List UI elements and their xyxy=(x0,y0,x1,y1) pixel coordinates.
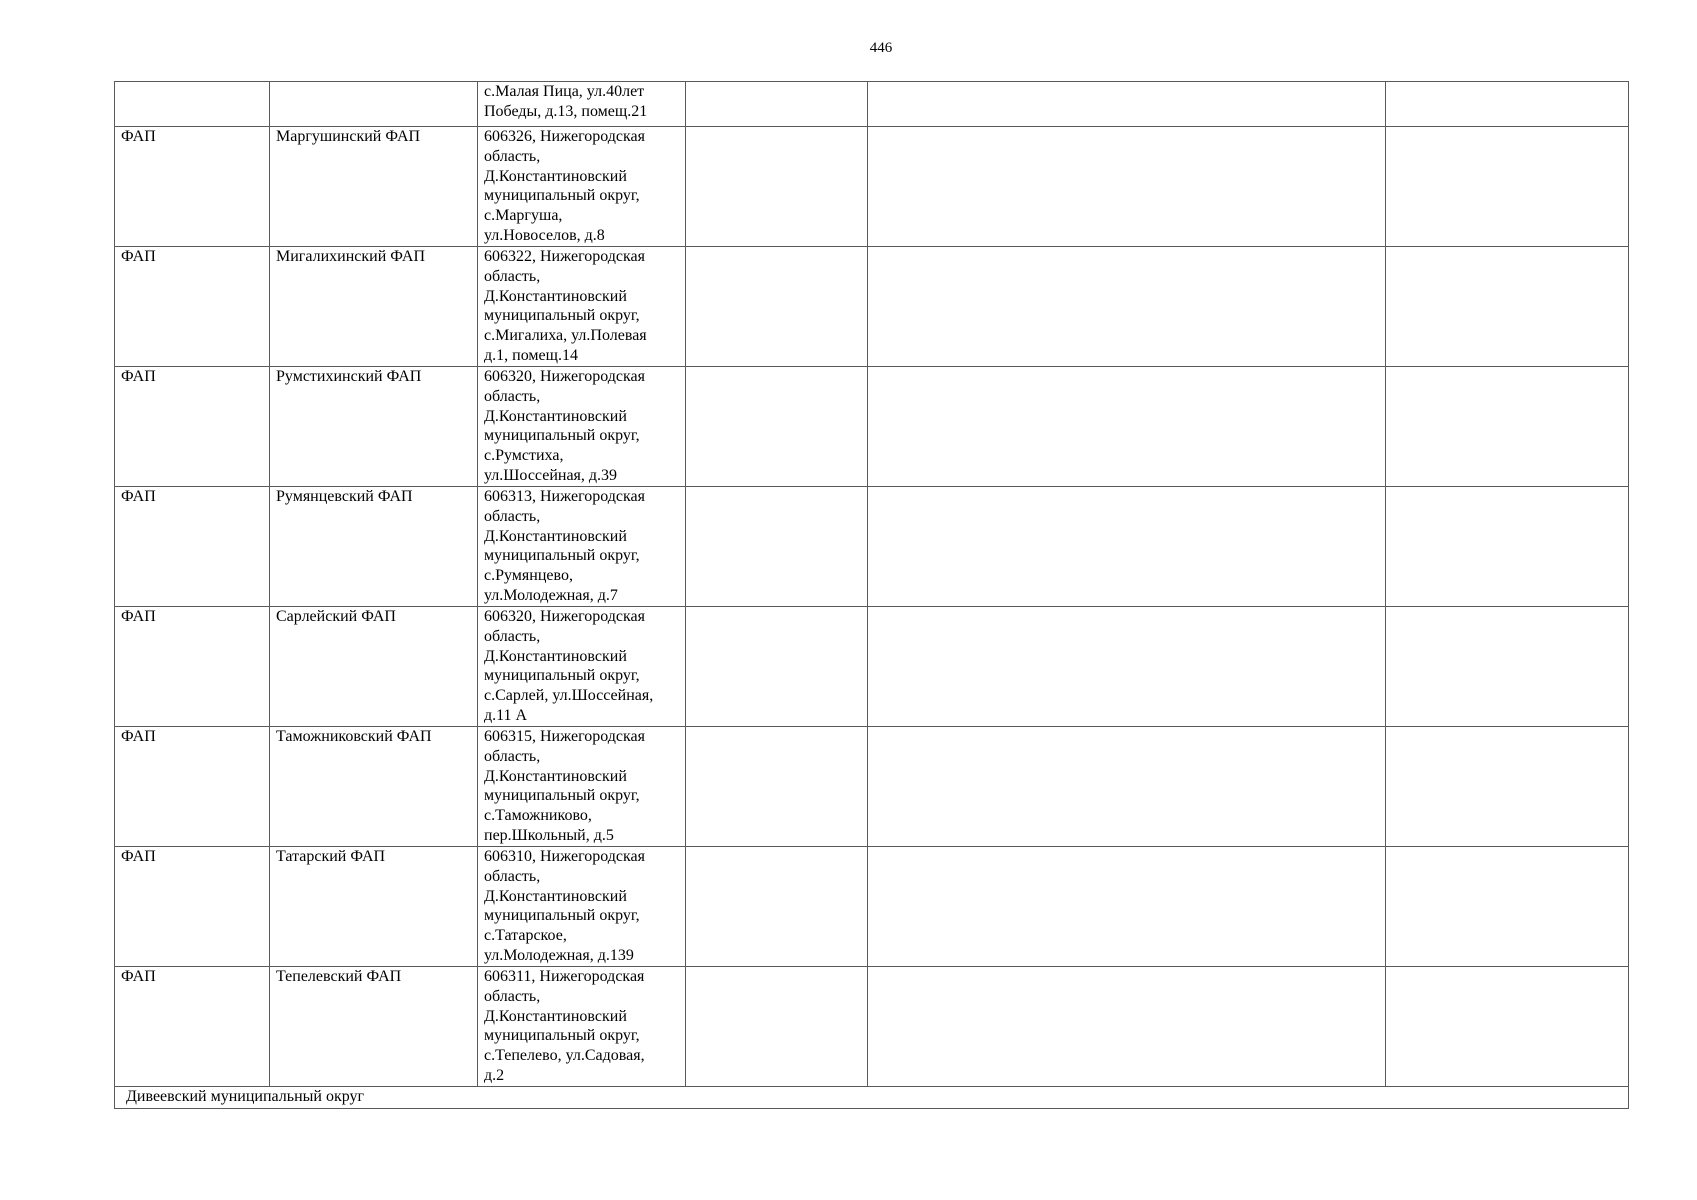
cell-name: Таможниковский ФАП xyxy=(270,727,478,847)
cell-empty xyxy=(1386,247,1629,367)
address-line: область, xyxy=(484,267,541,285)
cell-address xyxy=(478,127,686,247)
cell-name: Мигалихинский ФАП xyxy=(270,247,478,367)
address-line: 606315, Нижегородская xyxy=(484,728,645,745)
address-line: пер.Школьный, д.5 xyxy=(484,826,614,844)
cell-address xyxy=(478,847,686,967)
cell-empty xyxy=(686,367,868,487)
cell-empty xyxy=(868,247,1386,367)
address-line: 606322, Нижегородская xyxy=(484,248,645,265)
address-line: муниципальный округ, xyxy=(484,187,640,205)
table-row xyxy=(115,127,1629,247)
cell-empty xyxy=(868,607,1386,727)
address-line: область, xyxy=(484,627,541,645)
address-line: 606320, Нижегородская xyxy=(484,608,645,625)
address-line: муниципальный округ, xyxy=(484,427,640,445)
cell-empty xyxy=(1386,487,1629,607)
address-line: Д.Константиновский xyxy=(484,407,627,425)
cell-empty xyxy=(686,847,868,967)
cell-empty xyxy=(868,967,1386,1087)
section-heading: Дивеевский муниципальный округ xyxy=(115,1087,1629,1109)
address-line: 606310, Нижегородская xyxy=(484,848,645,865)
cell-empty xyxy=(686,727,868,847)
cell-empty xyxy=(1386,607,1629,727)
cell-type: ФАП xyxy=(115,847,270,967)
table-row xyxy=(115,847,1629,967)
table-row xyxy=(115,727,1629,847)
cell-type: ФАП xyxy=(115,967,270,1087)
address-line: ул.Молодежная, д.7 xyxy=(484,586,618,604)
cell-type: ФАП xyxy=(115,487,270,607)
address-line: 606313, Нижегородская xyxy=(484,488,645,505)
address-line: с.Румстиха, xyxy=(484,447,564,465)
cell-address xyxy=(478,607,686,727)
address-line: муниципальный округ, xyxy=(484,1027,640,1045)
address-line: д.2 xyxy=(484,1066,505,1084)
address-line: 606326, Нижегородская xyxy=(484,128,645,145)
cell-address xyxy=(478,727,686,847)
cell-name: Маргушинский ФАП xyxy=(270,127,478,247)
address-line: область, xyxy=(484,867,541,885)
table-row xyxy=(115,487,1629,607)
cell-type xyxy=(115,82,270,127)
cell-empty xyxy=(686,487,868,607)
address-line: область, xyxy=(484,387,541,405)
cell-type: ФАП xyxy=(115,127,270,247)
cell-empty xyxy=(1386,727,1629,847)
cell-type: ФАП xyxy=(115,727,270,847)
table-row xyxy=(115,367,1629,487)
address-line: д.11 А xyxy=(484,706,528,724)
address-line: Д.Константиновский xyxy=(484,1007,627,1025)
address-line: 606311, Нижегородская xyxy=(484,968,645,985)
address-line: Победы, д.13, помещ.21 xyxy=(484,102,648,120)
table-body xyxy=(115,82,1629,1109)
cell-type: ФАП xyxy=(115,607,270,727)
address-line: Д.Константиновский xyxy=(484,287,627,305)
cell-empty xyxy=(686,82,868,127)
address-line: Д.Константиновский xyxy=(484,767,627,785)
facility-registry-table xyxy=(114,81,1629,1109)
cell-name: Татарский ФАП xyxy=(270,847,478,967)
address-line: область, xyxy=(484,987,541,1005)
address-line: Д.Константиновский xyxy=(484,527,627,545)
cell-name: Сарлейский ФАП xyxy=(270,607,478,727)
address-line: с.Сарлей, ул.Шоссейная, xyxy=(484,687,654,705)
cell-name: Тепелевский ФАП xyxy=(270,967,478,1087)
cell-name: Румянцевский ФАП xyxy=(270,487,478,607)
table-row xyxy=(115,607,1629,727)
address-line: с.Румянцево, xyxy=(484,567,573,585)
address-line: муниципальный округ, xyxy=(484,787,640,805)
cell-empty xyxy=(1386,127,1629,247)
cell-empty xyxy=(868,127,1386,247)
table-row xyxy=(115,247,1629,367)
cell-empty xyxy=(1386,82,1629,127)
cell-address xyxy=(478,487,686,607)
address-line: муниципальный округ, xyxy=(484,907,640,925)
address-line: с.Татарское, xyxy=(484,927,567,945)
cell-empty xyxy=(1386,967,1629,1087)
cell-name xyxy=(270,82,478,127)
address-line: муниципальный округ, xyxy=(484,667,640,685)
address-line: Д.Константиновский xyxy=(484,887,627,905)
address-line: ул.Новоселов, д.8 xyxy=(484,226,605,244)
cell-address xyxy=(478,247,686,367)
table-row-continuation xyxy=(115,82,1629,127)
address-line: с.Тепелево, ул.Садовая, xyxy=(484,1047,645,1065)
address-line: 606320, Нижегородская xyxy=(484,368,645,385)
address-line: муниципальный округ, xyxy=(484,547,640,565)
cell-empty xyxy=(686,607,868,727)
section-heading-row xyxy=(115,1087,1629,1109)
cell-empty xyxy=(686,247,868,367)
cell-address xyxy=(478,367,686,487)
cell-empty xyxy=(686,967,868,1087)
cell-address xyxy=(478,967,686,1087)
address-line: область, xyxy=(484,747,541,765)
cell-type: ФАП xyxy=(115,247,270,367)
cell-address xyxy=(478,82,686,127)
address-line: д.1, помещ.14 xyxy=(484,346,578,364)
cell-empty xyxy=(1386,847,1629,967)
address-line: Д.Константиновский xyxy=(484,167,627,185)
address-line: муниципальный округ, xyxy=(484,307,640,325)
address-line: Д.Константиновский xyxy=(484,647,627,665)
cell-type: ФАП xyxy=(115,367,270,487)
address-line: область, xyxy=(484,507,541,525)
cell-empty xyxy=(686,127,868,247)
address-line: с.Мигалиха, ул.Полевая xyxy=(484,327,647,345)
address-line: с.Маргуша, xyxy=(484,207,563,225)
table-row xyxy=(115,967,1629,1087)
address-line: ул.Шоссейная, д.39 xyxy=(484,466,618,484)
address-line: область, xyxy=(484,147,541,165)
cell-empty xyxy=(1386,367,1629,487)
address-line: с.Таможниково, xyxy=(484,807,592,825)
cell-empty xyxy=(868,82,1386,127)
cell-empty xyxy=(868,367,1386,487)
cell-empty xyxy=(868,487,1386,607)
cell-name: Румстихинский ФАП xyxy=(270,367,478,487)
cell-empty xyxy=(868,847,1386,967)
page-number: 446 xyxy=(869,40,893,56)
cell-empty xyxy=(868,727,1386,847)
address-line: с.Малая Пица, ул.40лет xyxy=(484,83,645,100)
address-line: ул.Молодежная, д.139 xyxy=(484,946,634,964)
